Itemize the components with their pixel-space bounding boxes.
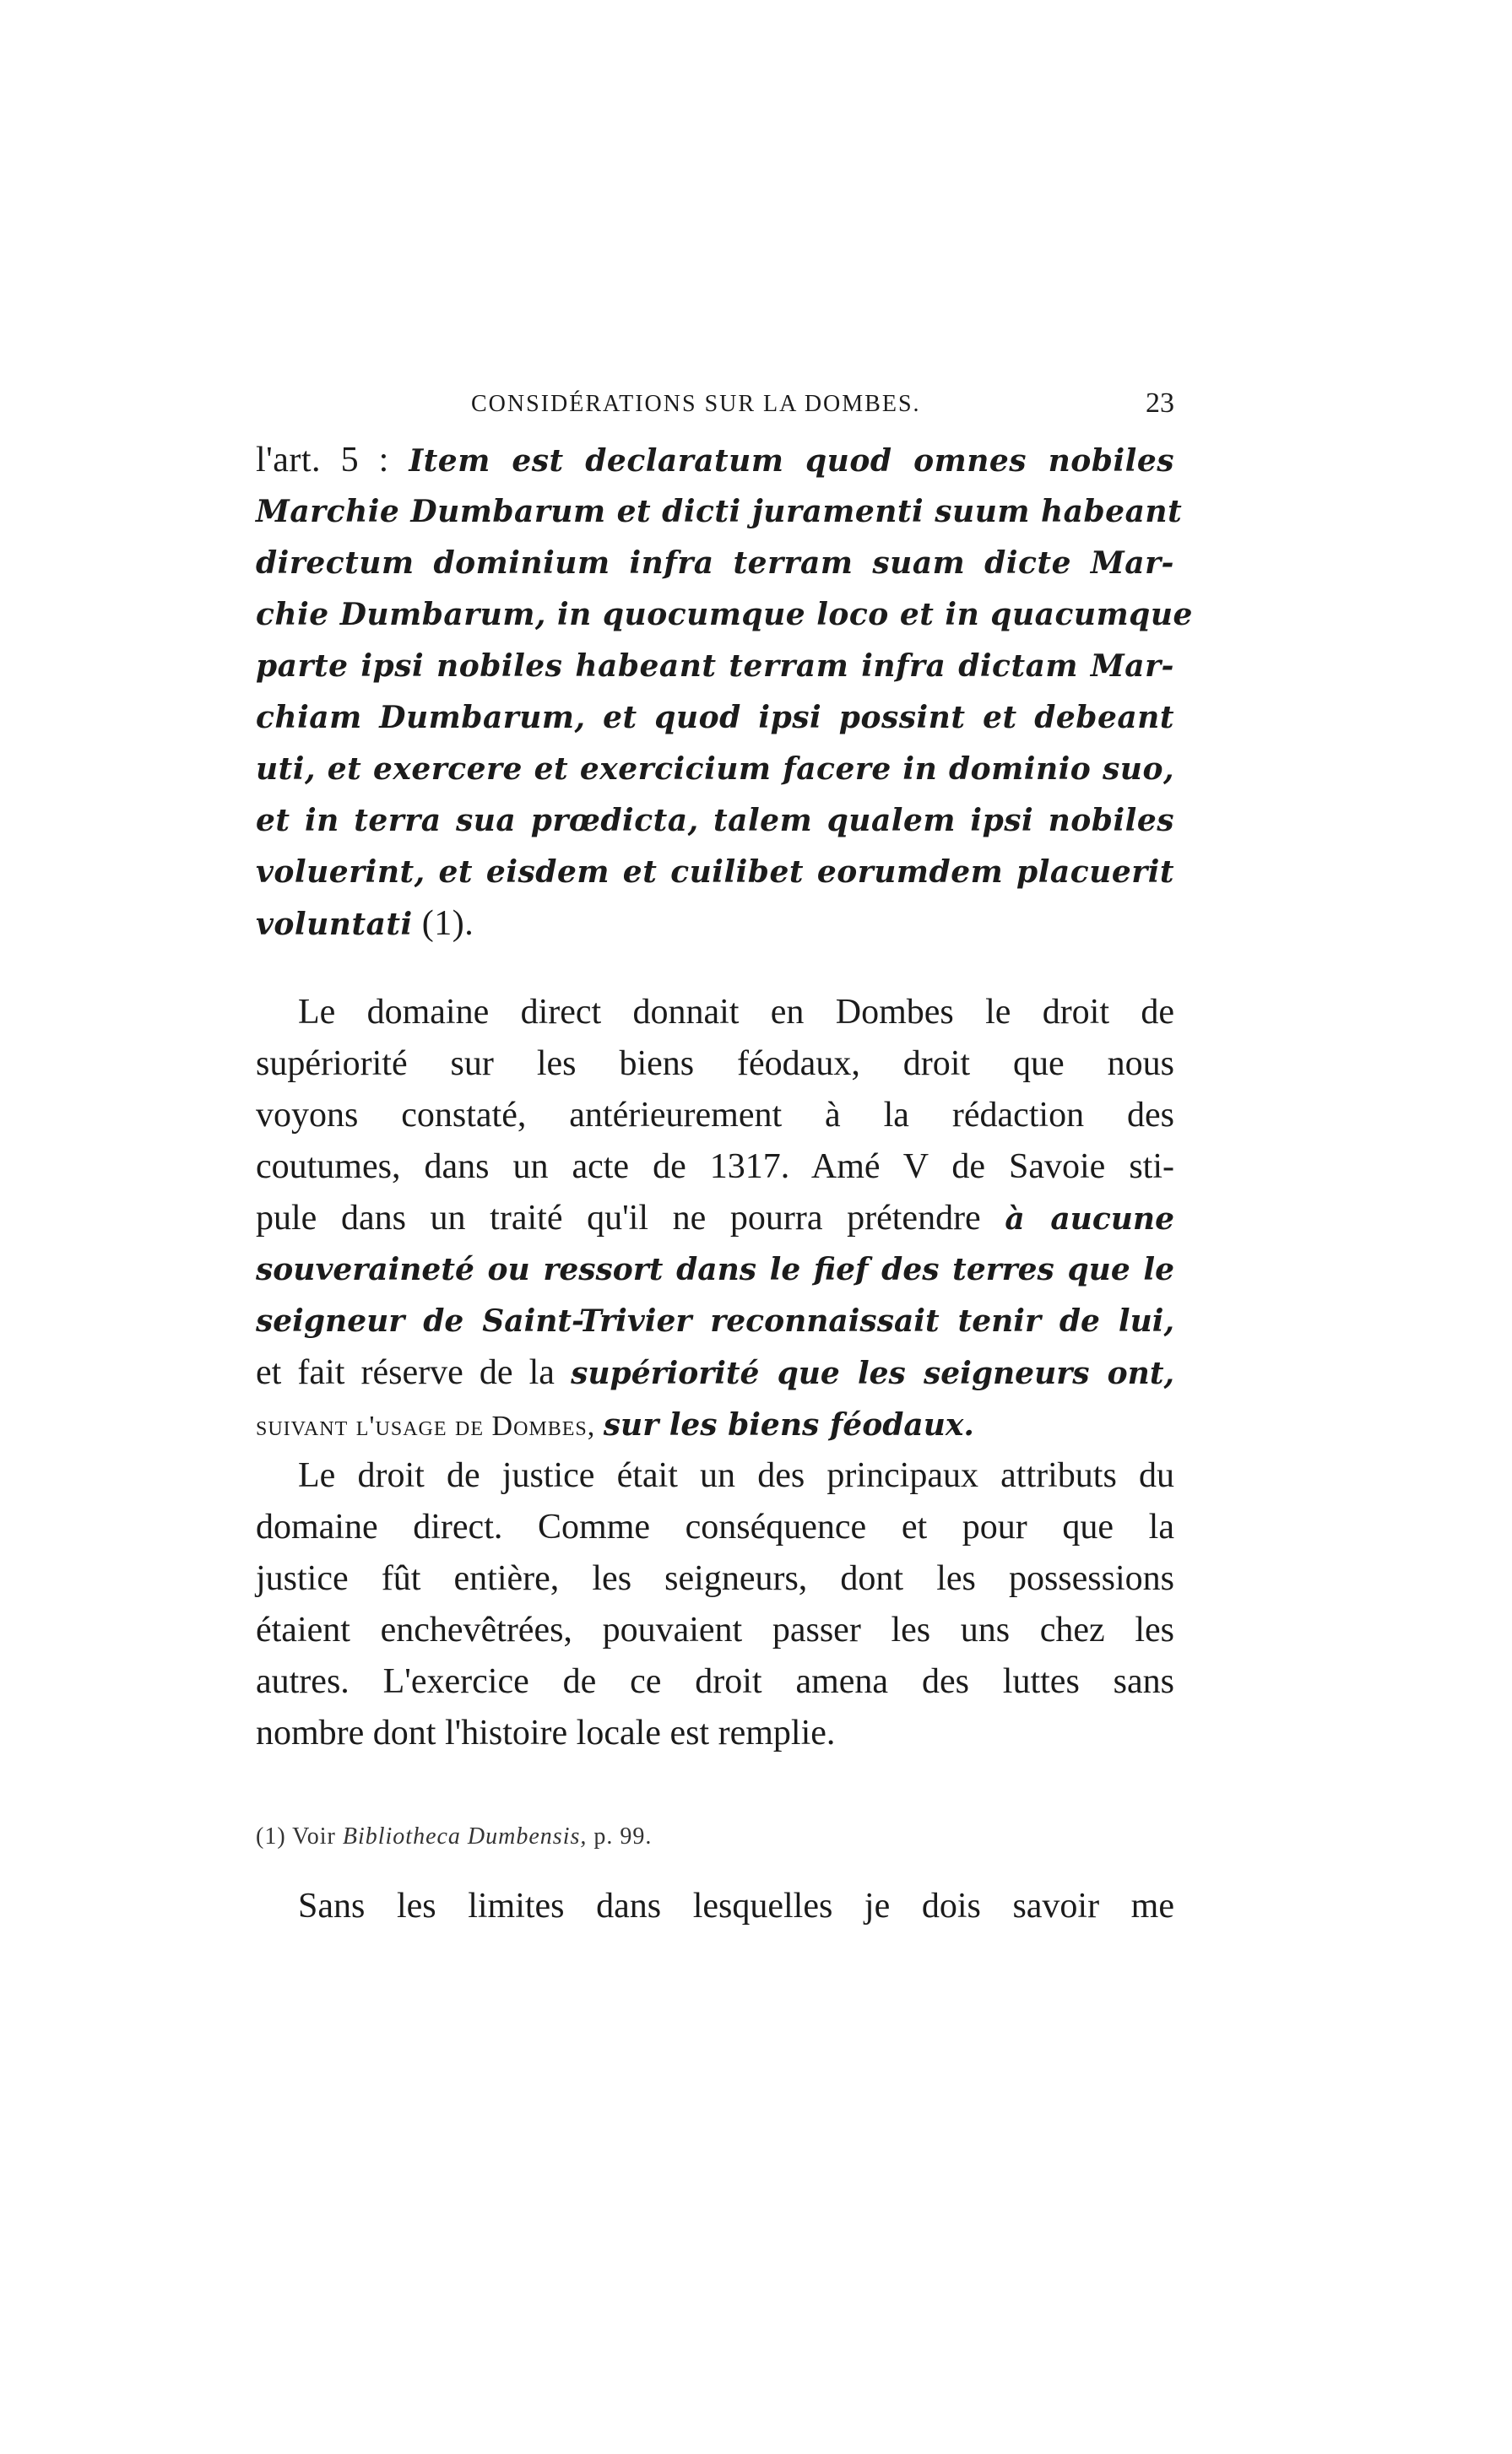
text-line: Marchie Dumbarum et dicti juramenti suum habeant — [256, 494, 1183, 529]
text-line: chie Dumbarum, in quocumque loco et in quacumque — [256, 597, 1193, 632]
text-line: supériorité sur les biens féodaux, droit que nous — [256, 1044, 1174, 1083]
text-line: directum dominium infra terram suam dicte Mar- — [256, 545, 1174, 581]
text-line: voluntati (1). — [256, 904, 474, 943]
running-head — [256, 384, 1174, 435]
text-line: souveraineté ou ressort dans le fief des terres que le — [256, 1252, 1174, 1287]
text-line: Le domaine direct donnait en Dombes le droit de — [298, 993, 1174, 1032]
footnote-work-title: Bibliotheca Dumbensis, — [342, 1823, 588, 1850]
text-line: suivant l'usage de Dombes, sur les biens féodaux. — [256, 1407, 974, 1443]
running-title: CONSIDÉRATIONS SUR LA DOMBES. — [471, 391, 921, 417]
text-line: coutumes, dans un acte de 1317. Amé V de Savoie sti- — [256, 1147, 1174, 1186]
text-line: chiam Dumbarum, et quod ipsi possint et debeant — [256, 700, 1174, 735]
page-number: 23 — [1146, 387, 1174, 419]
text-line: et in terra sua prœdicta, talem qualem ipsi nobiles — [256, 803, 1174, 838]
paragraph-sans-les-limites — [256, 1881, 1174, 1932]
text-line: seigneur de Saint-Trivier reconnaissait tenir de lui, — [256, 1303, 1174, 1339]
text-line: autres. L'exercice de ce droit amena des luttes sans — [256, 1662, 1174, 1701]
text-line: nombre dont l'histoire locale est remplie. — [256, 1714, 836, 1752]
paragraph-droit-de-justice — [256, 1450, 1174, 1759]
paragraph-domaine-direct — [256, 987, 1174, 1450]
text-line: étaient enchevêtrées, pouvaient passer les uns chez les — [256, 1611, 1174, 1650]
book-page — [256, 384, 1193, 1932]
text-line: justice fût entière, les seigneurs, dont les possessions — [256, 1559, 1174, 1598]
text-line: pule dans un traité qu'il ne pourra prétendre à aucune — [256, 1199, 1175, 1238]
text-line: uti, et exercere et exercicium facere in dominio suo, — [256, 751, 1174, 787]
article-reference: l'art. 5 : — [256, 441, 409, 479]
text-line: voyons constaté, antérieurement à la rédaction des — [256, 1096, 1174, 1135]
text-line: Le droit de justice était un des principaux attributs du — [298, 1456, 1174, 1495]
text-line: et fait réserve de la supériorité que les seigneurs ont, — [256, 1353, 1174, 1392]
footnote — [256, 1823, 652, 1850]
footnote-marker: (1) Voir — [256, 1823, 343, 1850]
text-line: parte ipsi nobiles habeant terram infra dictam Mar- — [256, 648, 1174, 684]
text-line: domaine direct. Comme conséquence et pour que la — [256, 1508, 1174, 1547]
latin-quotation — [256, 435, 1193, 950]
text-line: l'art. 5 : Item est declaratum quod omnes nobiles — [256, 441, 1174, 479]
footnote-reference: (1). — [412, 904, 474, 943]
footnote-page: p. 99. — [587, 1823, 653, 1850]
text-line: Sans les limites dans lesquelles je dois savoir me — [298, 1887, 1174, 1926]
text-line: voluerint, et eisdem et cuilibet eorumdem placuerit — [256, 854, 1174, 890]
